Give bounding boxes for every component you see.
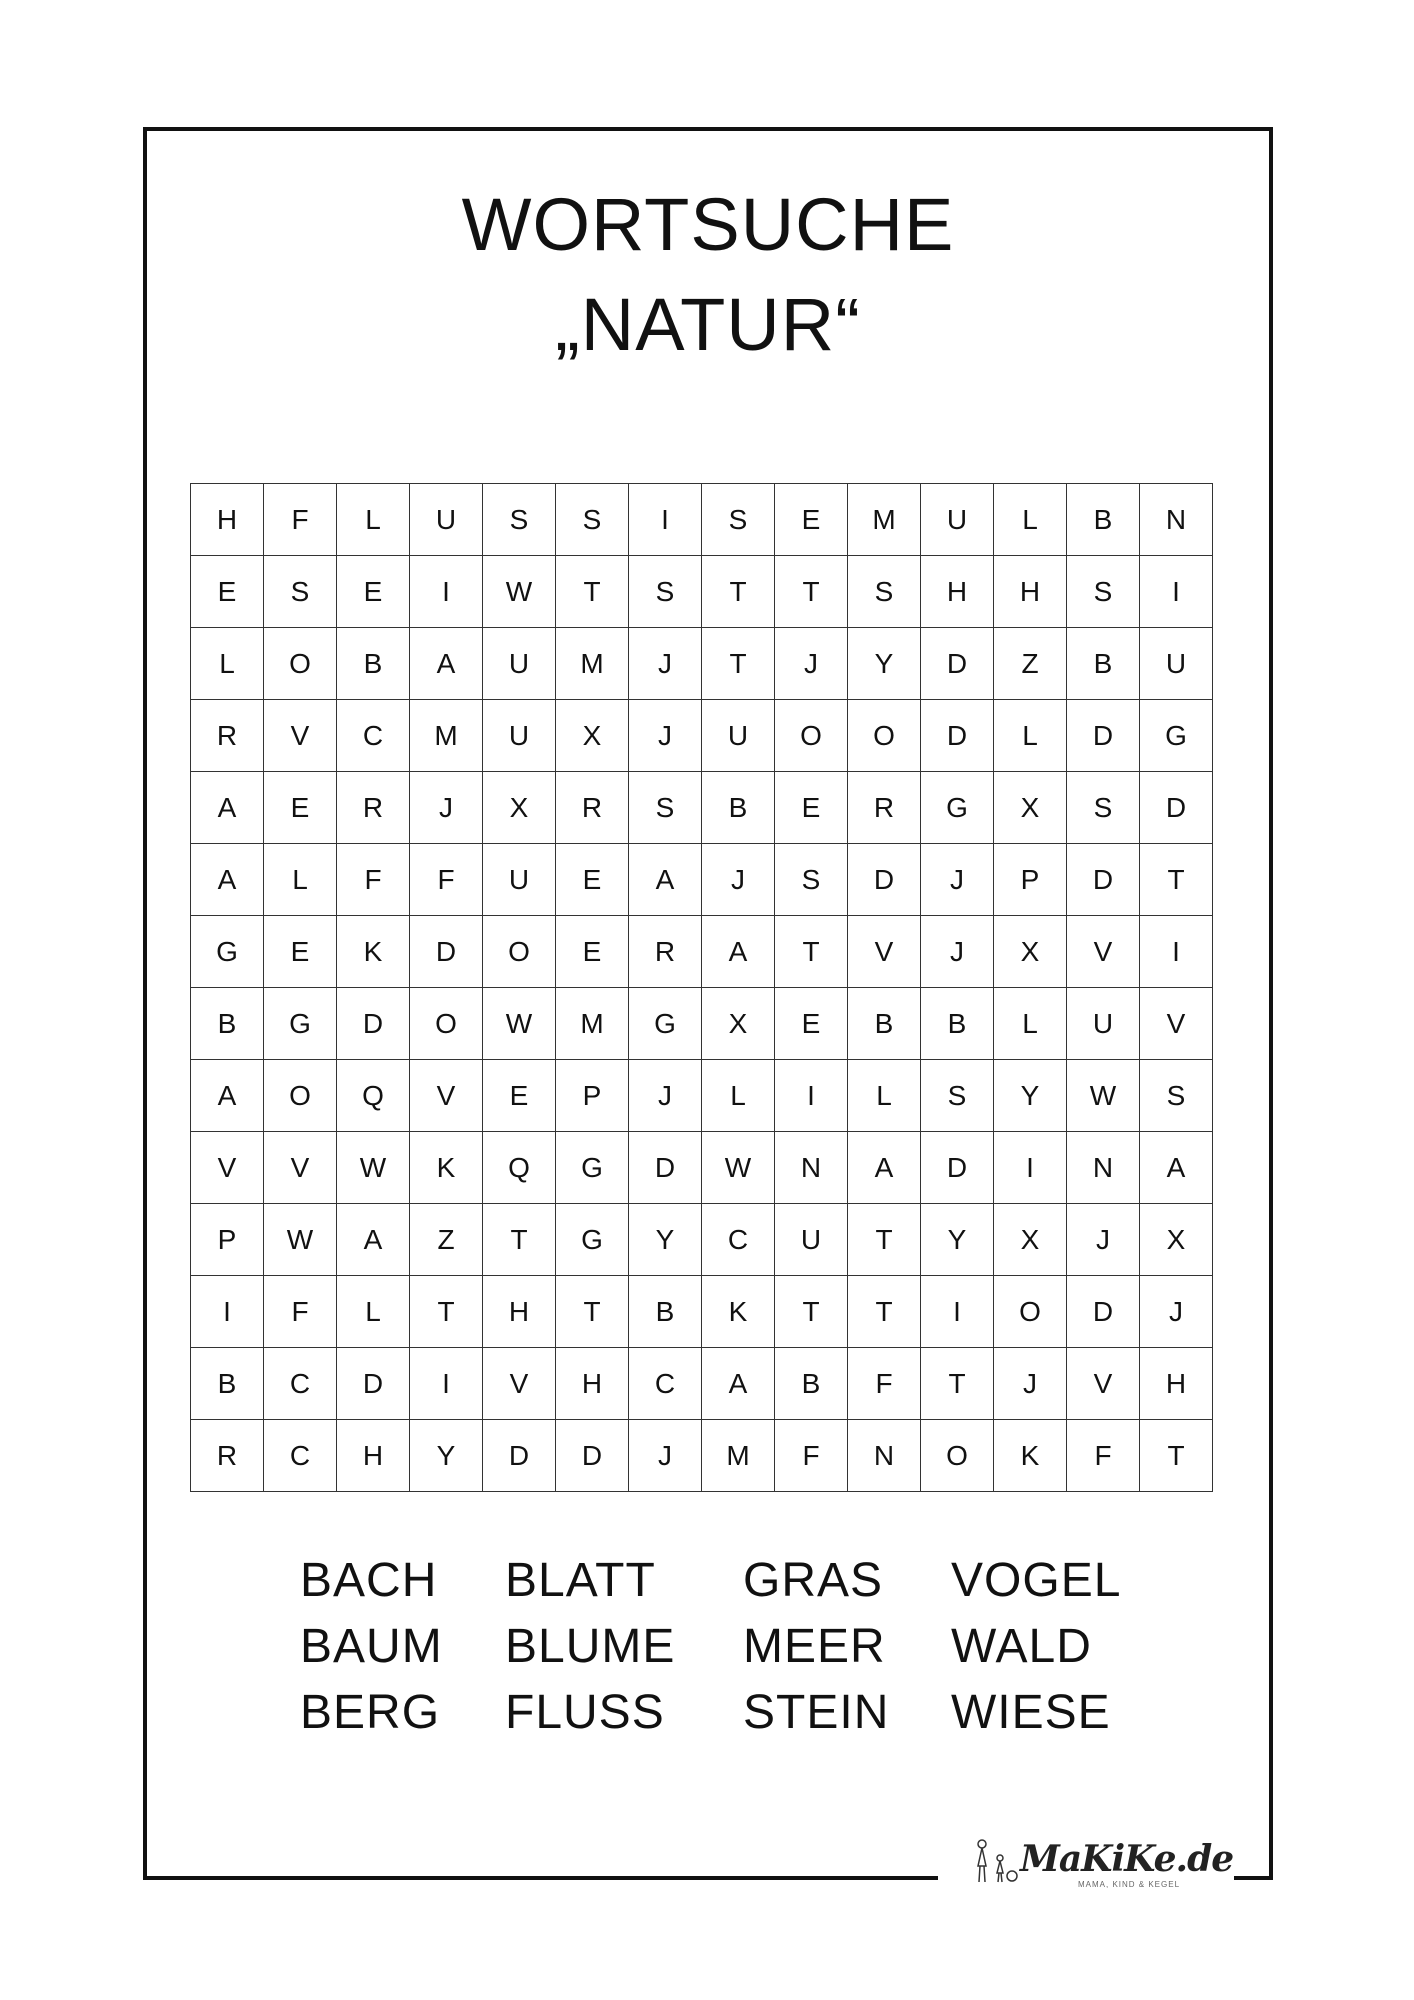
grid-cell: I [775,1060,848,1132]
grid-cell: L [994,988,1067,1060]
grid-cell: U [1140,628,1213,700]
grid-cell: D [1067,844,1140,916]
grid-cell: X [483,772,556,844]
grid-cell: U [410,484,483,556]
grid-cell: U [702,700,775,772]
grid-cell: B [629,1276,702,1348]
grid-cell: V [191,1132,264,1204]
title-line-2: „NATUR“ [555,283,861,366]
grid-cell: J [1140,1276,1213,1348]
grid-cell: D [556,1420,629,1492]
grid-cell: X [702,988,775,1060]
grid-cell: F [410,844,483,916]
grid-cell: H [337,1420,410,1492]
grid-cell: J [629,628,702,700]
grid-cell: G [1140,700,1213,772]
grid-row [191,1204,1213,1276]
word-column-3 [743,1548,889,1746]
grid-cell: D [410,916,483,988]
grid-cell: I [629,484,702,556]
grid-cell: D [1067,700,1140,772]
logo-subtitle: MAMA, KIND & KEGEL [1078,1880,1181,1889]
grid-cell: E [337,556,410,628]
word-item: FLUSS [505,1686,665,1739]
grid-cell: V [483,1348,556,1420]
grid-cell: U [483,700,556,772]
grid-cell: U [483,628,556,700]
grid-cell: T [702,556,775,628]
word-item: STEIN [743,1686,890,1739]
grid-row [191,1060,1213,1132]
grid-cell: L [994,484,1067,556]
grid-cell: J [629,1060,702,1132]
grid-cell: J [702,844,775,916]
grid-cell: W [702,1132,775,1204]
grid-cell: A [410,628,483,700]
grid-cell: R [191,1420,264,1492]
grid-cell: L [337,484,410,556]
grid-cell: C [702,1204,775,1276]
word-item: BACH [300,1554,438,1607]
grid-cell: I [994,1132,1067,1204]
grid-cell: O [921,1420,994,1492]
grid-cell: B [921,988,994,1060]
makike-logo [968,1836,1234,1896]
grid-cell: D [1067,1276,1140,1348]
grid-cell: S [1067,772,1140,844]
grid-cell: T [775,1276,848,1348]
grid-cell: T [848,1204,921,1276]
grid-cell: F [264,484,337,556]
grid-cell: K [994,1420,1067,1492]
grid-cell: L [264,844,337,916]
grid-cell: V [264,700,337,772]
word-column-2 [505,1548,675,1746]
grid-cell: Q [483,1132,556,1204]
grid-cell: R [556,772,629,844]
grid-cell: A [702,1348,775,1420]
grid-cell: B [191,1348,264,1420]
grid-cell: S [1067,556,1140,628]
grid-row [191,916,1213,988]
grid-cell: G [629,988,702,1060]
grid-cell: D [483,1420,556,1492]
word-item: BLATT [505,1554,656,1607]
grid-cell: T [483,1204,556,1276]
grid-cell: K [410,1132,483,1204]
grid-cell: C [629,1348,702,1420]
grid-cell: I [410,556,483,628]
grid-cell: T [775,916,848,988]
grid-cell: K [702,1276,775,1348]
grid-cell: G [264,988,337,1060]
grid-cell: F [848,1348,921,1420]
grid-cell: D [921,1132,994,1204]
grid-cell: S [629,556,702,628]
grid-cell: E [264,916,337,988]
grid-row [191,1276,1213,1348]
grid-cell: V [848,916,921,988]
grid-cell: A [702,916,775,988]
grid-cell: H [921,556,994,628]
grid-cell: J [775,628,848,700]
grid-cell: X [1140,1204,1213,1276]
grid-cell: J [921,916,994,988]
grid-cell: M [702,1420,775,1492]
grid-cell: I [410,1348,483,1420]
grid-cell: J [629,700,702,772]
grid-cell: Y [994,1060,1067,1132]
grid-cell: N [1067,1132,1140,1204]
grid-cell: D [629,1132,702,1204]
grid-cell: J [994,1348,1067,1420]
grid-cell: G [556,1132,629,1204]
grid-cell: V [410,1060,483,1132]
grid-cell: W [337,1132,410,1204]
grid-cell: O [483,916,556,988]
grid-cell: C [337,700,410,772]
grid-cell: G [556,1204,629,1276]
grid-cell: O [264,628,337,700]
grid-cell: E [775,484,848,556]
grid-cell: F [1067,1420,1140,1492]
grid-cell: R [337,772,410,844]
grid-cell: T [1140,1420,1213,1492]
grid-cell: A [191,772,264,844]
grid-cell: Y [629,1204,702,1276]
grid-cell: L [702,1060,775,1132]
grid-cell: E [264,772,337,844]
grid-cell: S [629,772,702,844]
grid-cell: A [1140,1132,1213,1204]
word-item: BLUME [505,1620,676,1673]
grid-cell: R [191,700,264,772]
grid-cell: B [337,628,410,700]
grid-cell: G [191,916,264,988]
grid-cell: D [848,844,921,916]
grid-cell: V [1067,916,1140,988]
grid-cell: O [848,700,921,772]
grid-cell: V [1140,988,1213,1060]
grid-row [191,844,1213,916]
grid-cell: D [1140,772,1213,844]
grid-cell: I [1140,556,1213,628]
word-item: WALD [951,1620,1092,1673]
grid-cell: X [556,700,629,772]
grid-cell: B [848,988,921,1060]
grid-cell: E [556,844,629,916]
grid-cell: J [410,772,483,844]
family-figures-icon [968,1836,1018,1892]
grid-cell: Y [410,1420,483,1492]
grid-cell: S [264,556,337,628]
logo-text: MaKiKe.de [1020,1838,1234,1880]
grid-cell: L [337,1276,410,1348]
grid-cell: W [483,988,556,1060]
grid-cell: T [556,1276,629,1348]
grid-cell: B [775,1348,848,1420]
grid-cell: E [556,916,629,988]
grid-cell: B [1067,484,1140,556]
grid-cell: I [921,1276,994,1348]
grid-cell: V [264,1132,337,1204]
grid-cell: F [264,1276,337,1348]
grid-cell: W [483,556,556,628]
grid-cell: S [483,484,556,556]
grid-cell: O [994,1276,1067,1348]
grid-cell: J [629,1420,702,1492]
title-line-1: WORTSUCHE [461,183,955,266]
grid-cell: R [629,916,702,988]
grid-cell: U [483,844,556,916]
grid-cell: X [994,772,1067,844]
grid-cell: I [191,1276,264,1348]
grid-cell: C [264,1420,337,1492]
grid-cell: D [337,1348,410,1420]
grid-cell: L [191,628,264,700]
grid-row [191,1132,1213,1204]
word-item: MEER [743,1620,886,1673]
grid-cell: L [994,700,1067,772]
grid-cell: S [702,484,775,556]
grid-cell: A [191,844,264,916]
grid-cell: S [921,1060,994,1132]
grid-cell: A [848,1132,921,1204]
grid-row [191,484,1213,556]
grid-cell: M [556,628,629,700]
grid-cell: D [921,628,994,700]
word-item: VOGEL [951,1554,1122,1607]
grid-row [191,700,1213,772]
grid-row [191,1420,1213,1492]
grid-row [191,772,1213,844]
grid-cell: X [994,916,1067,988]
grid-cell: H [1140,1348,1213,1420]
grid-cell: J [921,844,994,916]
grid-cell: Z [410,1204,483,1276]
grid-cell: E [775,772,848,844]
grid-cell: H [191,484,264,556]
word-item: BAUM [300,1620,443,1673]
letter-grid [190,483,1213,1492]
grid-cell: T [848,1276,921,1348]
grid-cell: B [1067,628,1140,700]
grid-cell: B [191,988,264,1060]
grid-cell: E [483,1060,556,1132]
grid-cell: H [483,1276,556,1348]
grid-cell: Z [994,628,1067,700]
grid-cell: M [410,700,483,772]
grid-cell: N [848,1420,921,1492]
grid-cell: T [1140,844,1213,916]
grid-cell: S [848,556,921,628]
grid-cell: N [775,1132,848,1204]
grid-cell: M [556,988,629,1060]
grid-cell: T [556,556,629,628]
grid-cell: F [775,1420,848,1492]
grid-cell: A [337,1204,410,1276]
grid-cell: Y [848,628,921,700]
grid-cell: U [1067,988,1140,1060]
grid-cell: P [191,1204,264,1276]
word-item: GRAS [743,1554,884,1607]
grid-cell: O [410,988,483,1060]
grid-cell: J [1067,1204,1140,1276]
grid-cell: A [629,844,702,916]
grid-cell: B [702,772,775,844]
grid-row [191,628,1213,700]
word-column-1 [300,1548,443,1746]
grid-cell: E [191,556,264,628]
grid-cell: S [1140,1060,1213,1132]
grid-cell: H [556,1348,629,1420]
grid-cell: A [191,1060,264,1132]
grid-cell: U [775,1204,848,1276]
grid-cell: K [337,916,410,988]
grid-cell: T [702,628,775,700]
grid-cell: W [264,1204,337,1276]
grid-cell: H [994,556,1067,628]
grid-row [191,1348,1213,1420]
grid-cell: P [994,844,1067,916]
grid-cell: N [1140,484,1213,556]
grid-cell: L [848,1060,921,1132]
grid-cell: S [775,844,848,916]
grid-cell: Y [921,1204,994,1276]
grid-cell: O [264,1060,337,1132]
grid-row [191,556,1213,628]
grid-cell: Q [337,1060,410,1132]
grid-cell: E [775,988,848,1060]
word-item: WIESE [951,1686,1111,1739]
word-item: BERG [300,1686,441,1739]
grid-cell: D [921,700,994,772]
grid-cell: O [775,700,848,772]
grid-cell: M [848,484,921,556]
grid-cell: W [1067,1060,1140,1132]
grid-cell: F [337,844,410,916]
grid-row [191,988,1213,1060]
grid-cell: U [921,484,994,556]
grid-cell: C [264,1348,337,1420]
grid-cell: R [848,772,921,844]
grid-cell: S [556,484,629,556]
grid-cell: T [921,1348,994,1420]
grid-cell: T [410,1276,483,1348]
grid-cell: D [337,988,410,1060]
grid-cell: P [556,1060,629,1132]
word-column-4 [951,1548,1121,1746]
grid-cell: V [1067,1348,1140,1420]
grid-cell: G [921,772,994,844]
grid-cell: X [994,1204,1067,1276]
grid-cell: I [1140,916,1213,988]
grid-cell: T [775,556,848,628]
